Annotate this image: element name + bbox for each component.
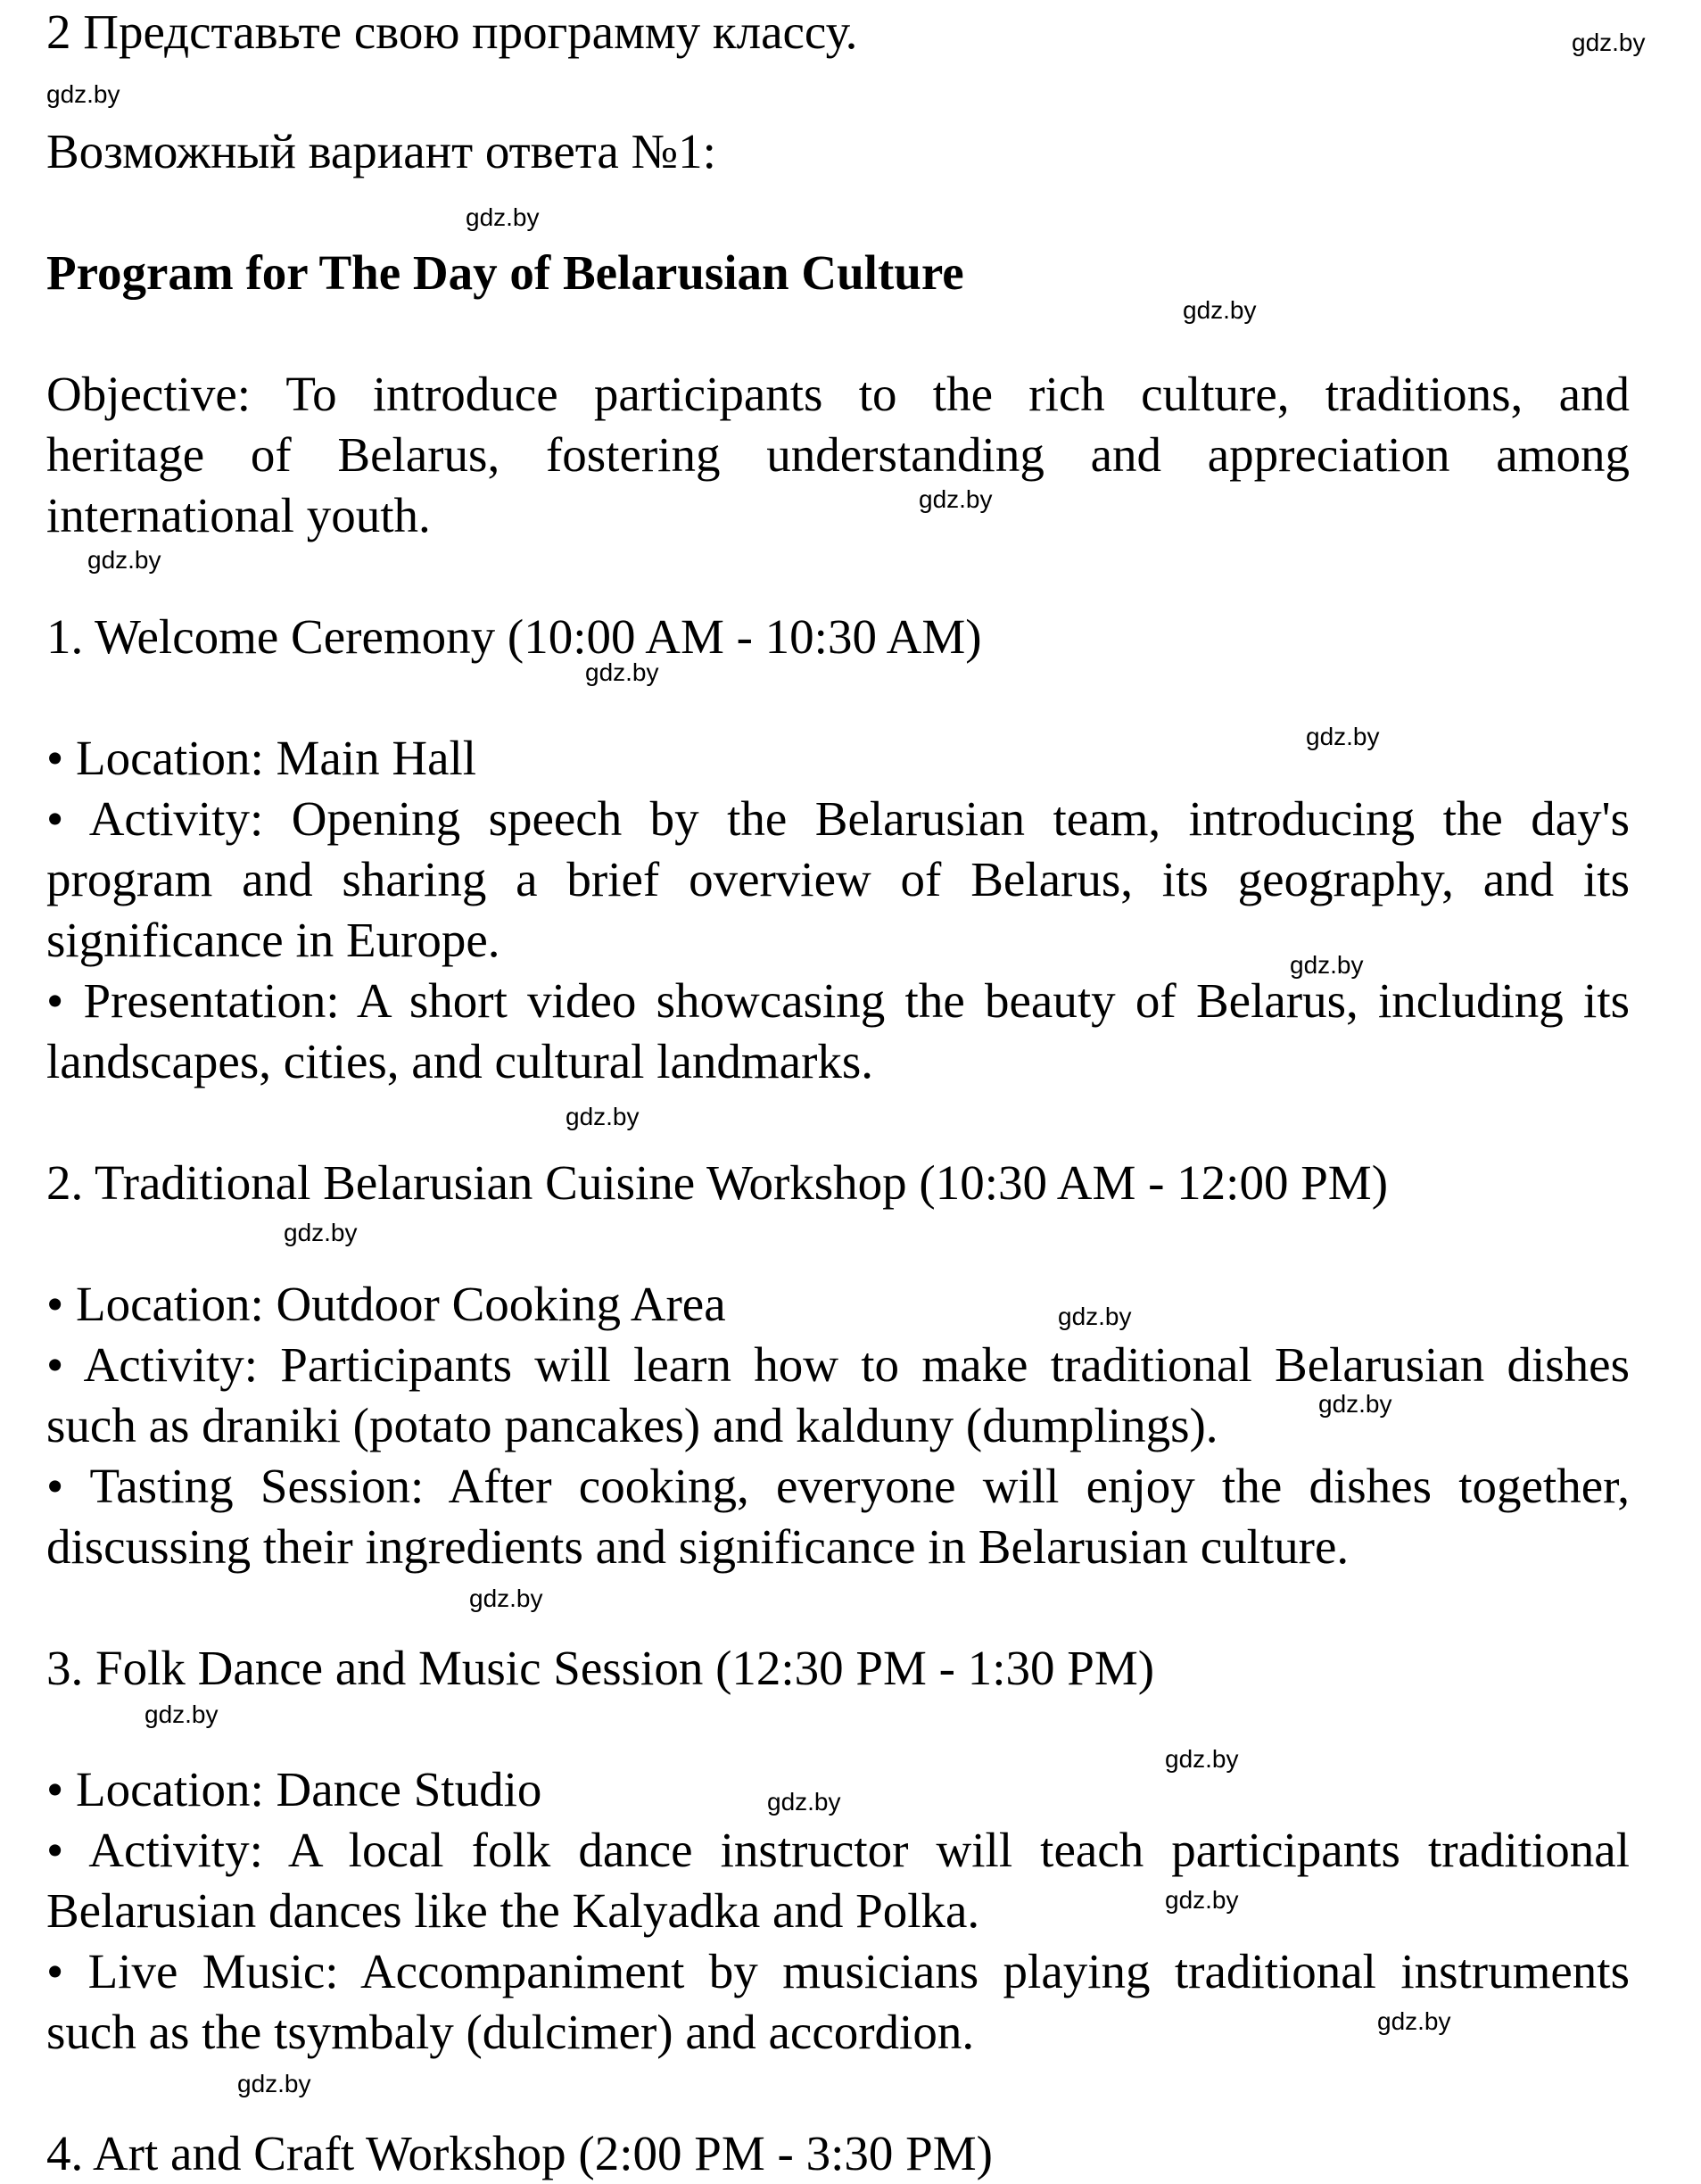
section-3-line: • Location: Dance Studio: [46, 1762, 542, 1816]
section-3-line: • Activity: A local folk dance instructor will teach participants traditional: [46, 1823, 1630, 1877]
section-3-line: Belarusian dances like the Kalyadka and Polka.: [46, 1883, 980, 1938]
section-2-line: such as draniki (potato pancakes) and kalduny (dumplings).: [46, 1398, 1218, 1452]
watermark: gdz.by: [469, 1584, 543, 1612]
watermark: gdz.by: [237, 2070, 311, 2097]
section-2-line: • Activity: Participants will learn how to make traditional Belarusian dishes: [46, 1337, 1630, 1392]
section-1-line: program and sharing a brief overview of Belarus, its geography, and its: [46, 852, 1630, 906]
answer-label: Возможный вариант ответа №1:: [46, 124, 716, 178]
section-heading-1: 1. Welcome Ceremony (10:00 AM - 10:30 AM): [46, 609, 982, 664]
section-heading-2: 2. Traditional Belarusian Cuisine Workshop (10:30 AM - 12:00 PM): [46, 1155, 1389, 1210]
watermark: gdz.by: [145, 1700, 219, 1728]
watermark: gdz.by: [566, 1103, 640, 1130]
watermark: gdz.by: [1377, 2007, 1451, 2035]
watermark: gdz.by: [46, 80, 120, 108]
objective-line: Objective: To introduce participants to the rich culture, traditions, and: [46, 367, 1630, 421]
watermark: gdz.by: [1290, 951, 1364, 979]
objective-line: international youth.: [46, 488, 431, 542]
section-2-line: • Location: Outdoor Cooking Area: [46, 1277, 726, 1331]
watermark: gdz.by: [87, 546, 161, 574]
watermark: gdz.by: [1572, 29, 1646, 56]
watermark: gdz.by: [284, 1219, 358, 1246]
section-1-line: • Location: Main Hall: [46, 731, 477, 785]
section-1-line: • Presentation: A short video showcasing the beauty of Belarus, including its: [46, 973, 1630, 1028]
watermark: gdz.by: [1165, 1886, 1239, 1914]
document-title: Program for The Day of Belarusian Culture: [46, 245, 964, 300]
section-1-line: landscapes, cities, and cultural landmarks.: [46, 1034, 874, 1088]
section-heading-4: 4. Art and Craft Workshop (2:00 PM - 3:30 PM): [46, 2126, 993, 2180]
section-2-line: discussing their ingredients and significance in Belarusian culture.: [46, 1519, 1350, 1574]
watermark: gdz.by: [919, 485, 993, 513]
section-heading-3: 3. Folk Dance and Music Session (12:30 PM - 1:30 PM): [46, 1641, 1155, 1695]
watermark: gdz.by: [1306, 723, 1380, 750]
task-heading: 2 Представьте свою программу классу.: [46, 4, 858, 59]
watermark: gdz.by: [585, 658, 659, 686]
section-3-line: such as the tsymbaly (dulcimer) and accordion.: [46, 2005, 975, 2059]
section-1-line: significance in Europe.: [46, 913, 500, 967]
watermark: gdz.by: [1165, 1745, 1239, 1773]
watermark: gdz.by: [767, 1788, 841, 1816]
watermark: gdz.by: [1318, 1390, 1392, 1418]
section-3-line: • Live Music: Accompaniment by musicians playing traditional instruments: [46, 1944, 1630, 1998]
watermark: gdz.by: [1058, 1303, 1132, 1330]
watermark: gdz.by: [466, 203, 540, 231]
section-1-line: • Activity: Opening speech by the Belarusian team, introducing the day's: [46, 791, 1630, 846]
section-2-line: • Tasting Session: After cooking, everyone will enjoy the dishes together,: [46, 1459, 1630, 1513]
objective-line: heritage of Belarus, fostering understanding and appreciation among: [46, 427, 1630, 482]
watermark: gdz.by: [1183, 296, 1257, 324]
